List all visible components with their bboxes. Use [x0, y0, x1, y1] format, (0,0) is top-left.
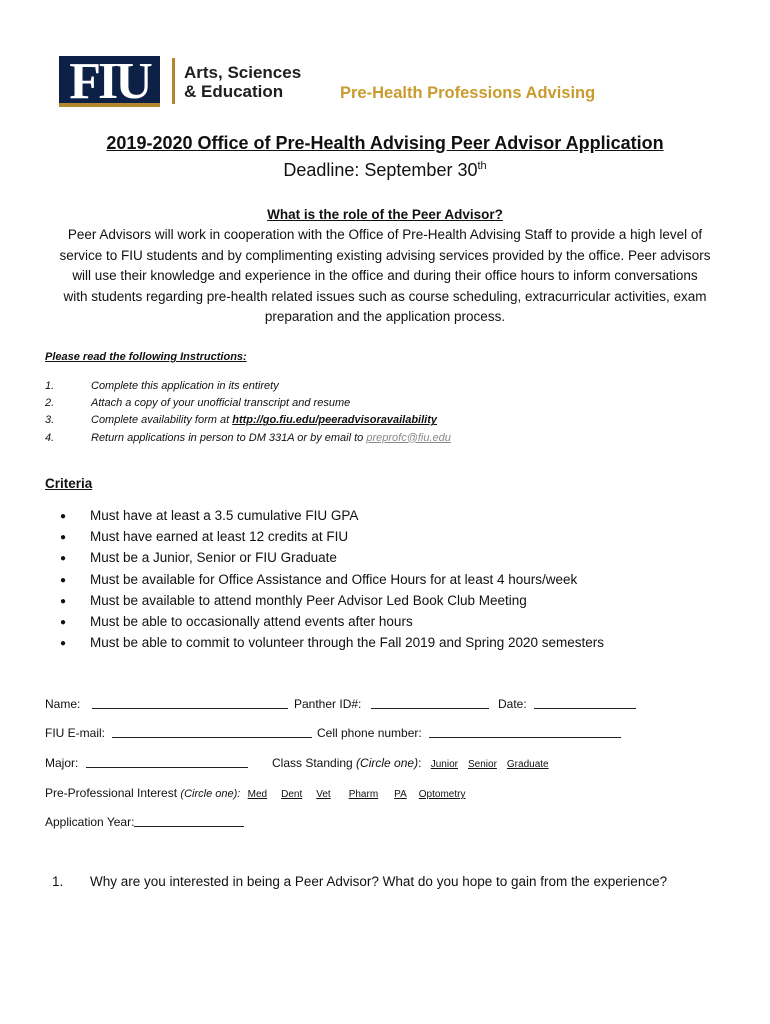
major-label: Major: — [45, 756, 79, 770]
bullet-icon: ● — [60, 616, 67, 628]
availability-form-link[interactable]: http://go.fiu.edu/peeradvisoravailability — [232, 414, 437, 427]
bullet-icon: ● — [60, 511, 67, 522]
bullet-icon: ● — [60, 574, 67, 586]
instruction-text: Return applications in person to DM 331A or by email to — [91, 431, 367, 444]
application-year-field[interactable] — [134, 815, 244, 827]
instruction-text: Complete this application in its entirety — [91, 380, 279, 392]
college-name-line1: Arts, Sciences — [184, 63, 302, 82]
interest-option-dent[interactable]: Dent — [281, 789, 303, 800]
class-standing-colon: : — [418, 756, 422, 770]
criteria-item — [60, 505, 604, 526]
instruction-number: 1. — [45, 380, 55, 392]
email-field[interactable] — [112, 726, 312, 738]
interest-label: Pre-Professional Interest — [45, 786, 181, 800]
criteria-heading: Criteria — [45, 476, 93, 491]
interest-options — [248, 789, 476, 800]
interest-row — [45, 786, 475, 800]
logo-divider — [172, 58, 175, 104]
criteria-text: Must be a Junior, Senior or FIU Graduate — [90, 550, 337, 566]
date-row — [498, 697, 636, 711]
interest-option-med[interactable]: Med — [247, 789, 268, 800]
instruction-number: 4. — [45, 431, 55, 444]
criteria-text: Must be available to attend monthly Peer Advisor Led Book Club Meeting — [90, 592, 527, 608]
interest-option-pa[interactable]: PA — [394, 789, 407, 800]
instruction-number: 2. — [45, 397, 55, 410]
cell-phone-field[interactable] — [429, 726, 621, 738]
instructions-list — [45, 378, 451, 447]
email-label: FIU E-mail: — [45, 726, 105, 740]
criteria-text: Must be available for Office Assistance and Office Hours for at least 4 hours/week — [90, 571, 578, 587]
criteria-item — [60, 632, 604, 653]
role-line: will use their knowledge and experience in the office and during their office hours to inform conversations — [72, 268, 698, 284]
role-line: preparation and the application process. — [264, 309, 506, 325]
criteria-item — [60, 526, 604, 547]
question-1 — [52, 874, 667, 889]
criteria-item — [60, 590, 604, 611]
role-line: service to FIU students and by complimenting existing advising services provided by the office. Peer advisors — [59, 247, 711, 263]
document-title: 2019-2020 Office of Pre-Health Advising Peer Advisor Application — [106, 133, 664, 153]
instruction-item — [45, 395, 451, 412]
instruction-text: Attach a copy of your unofficial transcript and resume — [91, 397, 351, 410]
name-field-row — [45, 697, 288, 711]
criteria-text: Must have earned at least 12 credits at FIU — [90, 529, 349, 545]
criteria-list — [60, 505, 604, 653]
criteria-item — [60, 611, 604, 632]
interest-option-vet[interactable]: Vet — [316, 789, 331, 800]
criteria-item — [60, 547, 604, 568]
email-link[interactable]: preprofc@fiu.edu — [366, 431, 451, 444]
class-standing-note: (Circle one) — [356, 756, 419, 770]
panther-id-field[interactable] — [371, 697, 489, 709]
class-standing-row — [272, 756, 559, 770]
deadline-suffix: th — [477, 160, 487, 172]
role-heading: What is the role of the Peer Advisor? — [267, 207, 503, 222]
college-name-line2: & Education — [184, 82, 284, 101]
role-line: with students regarding pre-health related issues such as course scheduling, extracurricular activities, exam — [63, 288, 707, 304]
class-option-senior[interactable]: Senior — [468, 759, 497, 770]
role-paragraph — [42, 225, 728, 328]
program-name: Pre-Health Professions Advising — [340, 84, 596, 102]
bullet-icon: ● — [60, 595, 67, 607]
application-year-label: Application Year: — [45, 815, 135, 829]
major-row — [45, 756, 248, 770]
interest-option-optometry[interactable]: Optometry — [418, 789, 466, 800]
date-field[interactable] — [534, 697, 636, 709]
role-line: Peer Advisors will work in cooperation with the Office of Pre-Health Advising Staff to provide a high level of — [67, 227, 703, 242]
deadline-text: Deadline: September 30 — [283, 160, 478, 180]
criteria-item — [60, 569, 604, 590]
major-field[interactable] — [86, 756, 248, 768]
interest-option-pharm[interactable]: Pharm — [348, 789, 379, 800]
fiu-logo: FIU — [59, 56, 160, 107]
cell-phone-label: Cell phone number: — [317, 726, 422, 740]
college-name — [184, 63, 301, 101]
question-text: Why are you interested in being a Peer Advisor? What do you hope to gain from the experience? — [90, 874, 668, 889]
class-standing-label: Class Standing — [272, 756, 357, 770]
class-standing-options — [431, 759, 559, 770]
cell-phone-row — [317, 726, 621, 740]
panther-id-label: Panther ID#: — [294, 697, 362, 711]
bullet-icon: ● — [60, 553, 67, 565]
panther-id-row — [294, 697, 489, 711]
criteria-text: Must be able to commit to volunteer through the Fall 2019 and Spring 2020 semesters — [90, 635, 605, 651]
interest-note: (Circle one): — [180, 788, 241, 800]
instruction-number: 3. — [45, 414, 55, 427]
email-row — [45, 726, 312, 740]
bullet-icon: ● — [60, 638, 67, 650]
criteria-text: Must be able to occasionally attend events after hours — [90, 613, 413, 629]
criteria-text: Must have at least a 3.5 cumulative FIU GPA — [90, 508, 359, 523]
application-year-row — [45, 815, 244, 829]
class-option-graduate[interactable]: Graduate — [506, 759, 549, 770]
deadline — [0, 160, 770, 181]
question-number: 1. — [52, 874, 64, 889]
instructions-heading: Please read the following Instructions: — [45, 351, 247, 363]
instruction-item — [45, 412, 451, 429]
instruction-item — [45, 430, 451, 447]
bullet-icon: ● — [60, 532, 67, 544]
name-field[interactable] — [92, 697, 288, 709]
instruction-item — [45, 378, 451, 395]
date-label: Date: — [498, 697, 527, 711]
name-label: Name: — [45, 697, 81, 711]
class-option-junior[interactable]: Junior — [430, 759, 458, 770]
instruction-text: Complete availability form at — [91, 414, 233, 427]
